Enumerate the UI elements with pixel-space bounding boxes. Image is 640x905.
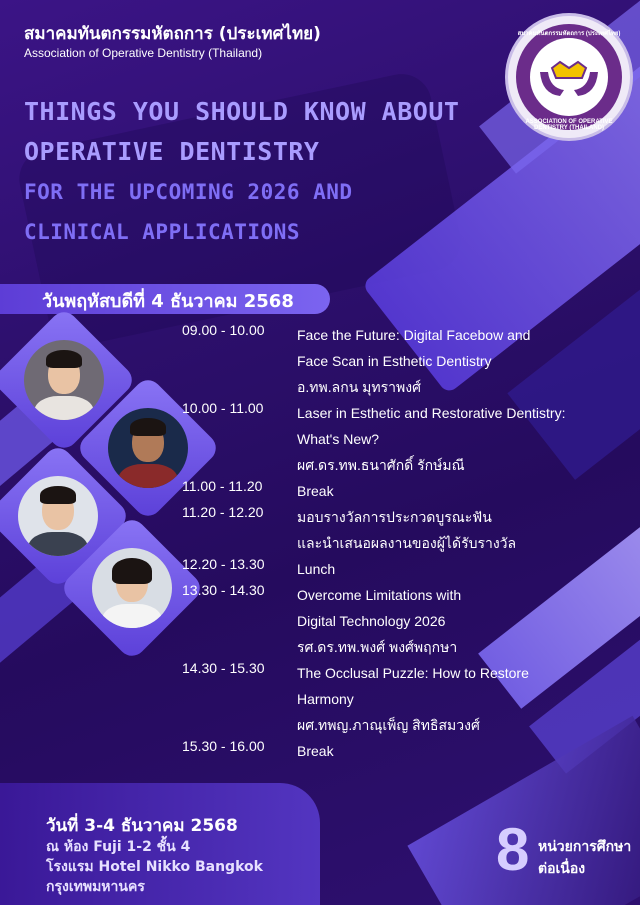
association-logo	[508, 16, 630, 138]
logo-inner	[530, 38, 608, 116]
speaker-avatar	[92, 548, 172, 628]
title-line-2: OPERATIVE DENTISTRY	[24, 137, 320, 166]
session-topic	[297, 660, 632, 738]
topic-line: Break	[297, 743, 334, 759]
topic-line: Digital Technology 2026	[297, 613, 446, 629]
session-topic	[297, 582, 632, 660]
cpe-credit-label: หน่วยการศึกษา	[538, 839, 632, 855]
venue-room: ณ ห้อง Fuji 1-2 ชั้น 4	[46, 839, 191, 855]
cpe-credit-label-2: ต่อเนื่อง	[538, 861, 586, 877]
topic-line: และนำเสนอผลงานของผู้ได้รับรางวัล	[297, 535, 517, 551]
session-time: 12.20 - 13.30	[182, 556, 265, 572]
association-name-english: Association of Operative Dentistry (Thailand)	[24, 46, 263, 60]
speaker-avatar	[108, 408, 188, 488]
speaker-name: ผศ.ทพญ.ภาณุเพ็ญ สิทธิสมวงศ์	[297, 717, 480, 733]
topic-line: Laser in Esthetic and Restorative Dentistry:	[297, 405, 566, 421]
topic-line: Face Scan in Esthetic Dentistry	[297, 353, 492, 369]
title-line-4: CLINICAL APPLICATIONS	[24, 220, 301, 244]
speaker-name: อ.ทพ.ลกน มุทราพงศ์	[297, 379, 421, 395]
venue-hotel: โรงแรม Hotel Nikko Bangkok	[46, 859, 263, 875]
title-line-1: THINGS YOU SHOULD KNOW ABOUT	[24, 97, 460, 126]
session-time: 13.30 - 14.30	[182, 582, 265, 598]
session-topic	[297, 478, 632, 504]
session-topic	[297, 504, 632, 556]
cpe-credit-number: 8	[496, 816, 530, 883]
speaker-name: ผศ.ดร.ทพ.ธนาศักดิ์ รักษ์มณี	[297, 457, 465, 473]
association-name-thai: สมาคมทันตกรรมหัตถการ (ประเทศไทย)	[24, 24, 321, 44]
logo-text-top: สมาคมทันตกรรมหัตถการ (ประเทศไทย)	[517, 31, 621, 37]
speaker-name: รศ.ดร.ทพ.พงศ์ พงศ์พฤกษา	[297, 639, 458, 655]
session-topic	[297, 400, 632, 478]
title-line-3: FOR THE UPCOMING 2026 AND	[24, 180, 353, 204]
hands-holding-tooth-icon	[530, 38, 608, 116]
topic-line: Break	[297, 483, 334, 499]
event-title	[24, 92, 504, 252]
venue-city: กรุงเทพมหานคร	[46, 879, 145, 895]
session-topic	[297, 322, 632, 400]
date-banner	[0, 284, 330, 314]
session-time: 11.00 - 11.20	[182, 478, 263, 494]
topic-line: Lunch	[297, 561, 336, 577]
session-time: 11.20 - 12.20	[182, 504, 264, 520]
session-time: 14.30 - 15.30	[182, 660, 265, 676]
topic-line: มอบรางวัลการประกวดบูรณะฟัน	[297, 509, 492, 525]
event-dates: วันที่ 3-4 ธันวาคม 2568	[46, 816, 238, 836]
topic-line: What's New?	[297, 431, 380, 447]
date-banner-text: วันพฤหัสบดีที่ 4 ธันวาคม 2568	[42, 291, 294, 312]
session-time: 10.00 - 11.00	[182, 400, 264, 416]
topic-line: Face the Future: Digital Facebow and	[297, 327, 531, 343]
topic-line: The Occlusal Puzzle: How to Restore	[297, 665, 529, 681]
session-topic	[297, 738, 632, 764]
session-time: 15.30 - 16.00	[182, 738, 265, 754]
session-time: 09.00 - 10.00	[182, 322, 265, 338]
topic-line: Overcome Limitations with	[297, 587, 462, 603]
speaker-avatar	[18, 476, 98, 556]
speaker-avatar	[24, 340, 104, 420]
logo-text-bottom: ASSOCIATION OF OPERATIVE DENTISTRY (THAILAND)	[525, 119, 613, 131]
topic-line: Harmony	[297, 691, 354, 707]
session-topic	[297, 556, 632, 582]
